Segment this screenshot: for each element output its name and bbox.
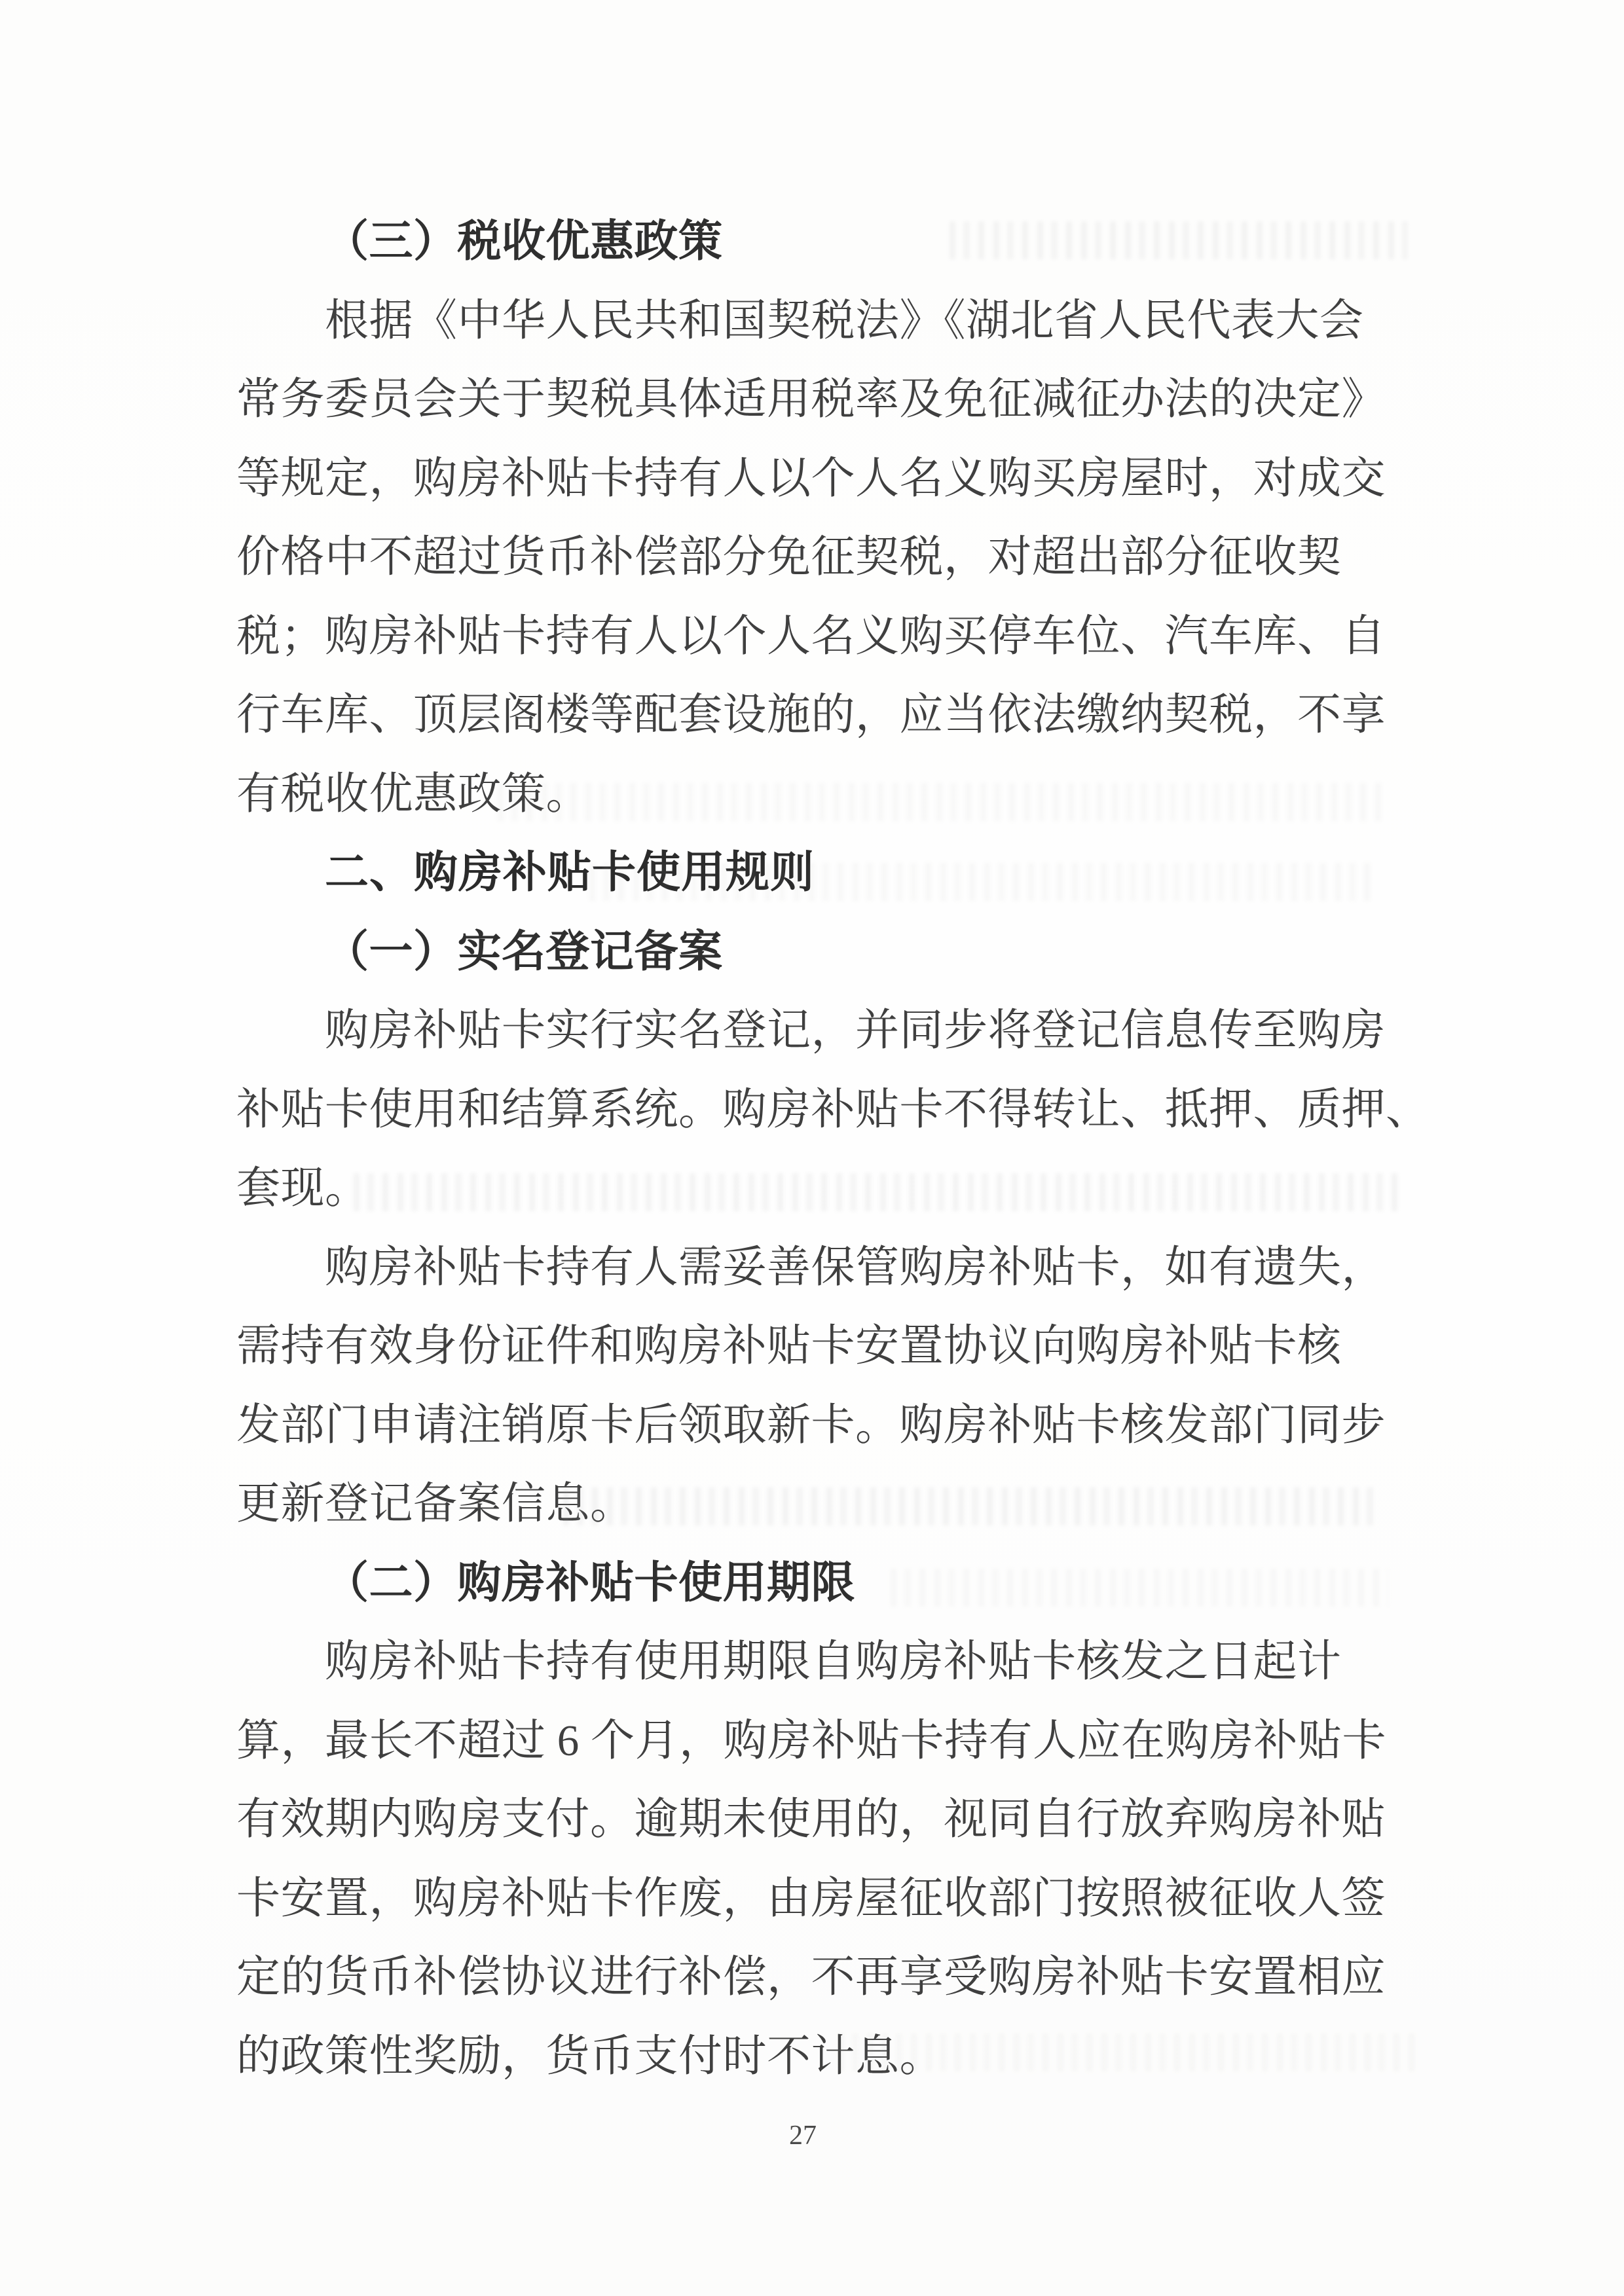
- bleed-through-artifact: [950, 221, 1408, 259]
- text-line: 定的货币补偿协议进行补偿，不再享受购房补贴卡安置相应: [236, 1953, 1386, 2001]
- bleed-through-artifact: [891, 1569, 1388, 1607]
- section-heading-validity: （二）购房补贴卡使用期限: [325, 1558, 855, 1607]
- text-line: 根据《中华人民共和国契税法》《湖北省人民代表大会: [325, 296, 1364, 345]
- text-line: 的政策性奖励，货币支付时不计息。: [236, 2032, 944, 2081]
- text-line: 行车库、顶层阁楼等配套设施的，应当依法缴纳契税，不享: [236, 691, 1386, 739]
- text-line: 有税收优惠政策。: [236, 769, 590, 818]
- text-line: 购房补贴卡实行实名登记，并同步将登记信息传至购房: [325, 1006, 1386, 1055]
- section-heading-tax-policy: （三）税收优惠政策: [325, 217, 723, 266]
- text-line: 卡安置，购房补贴卡作废，由房屋征收部门按照被征收人签: [236, 1874, 1386, 1923]
- section-heading-registration: （一）实名登记备案: [325, 927, 723, 976]
- document-body: [236, 202, 1430, 2096]
- page-number: 27: [789, 2121, 817, 2151]
- text-line: 算，最长不超过 6 个月，购房补贴卡持有人应在购房补贴卡: [236, 1716, 1386, 1765]
- text-line: 补贴卡使用和结算系统。购房补贴卡不得转让、抵押、质押、: [236, 1085, 1430, 1134]
- text-line: 税；购房补贴卡持有人以个人名义购买停车位、汽车库、自: [236, 611, 1386, 661]
- bleed-through-artifact: [354, 1173, 1401, 1211]
- chapter-heading-usage-rules: 二、购房补贴卡使用规则: [325, 848, 815, 897]
- bleed-through-artifact: [563, 1487, 1382, 1525]
- bleed-through-artifact: [589, 863, 1375, 901]
- text-line: 价格中不超过货币补偿部分免征契税，对超出部分征收契: [236, 533, 1342, 581]
- text-line: 套现。: [236, 1164, 369, 1212]
- bleed-through-artifact: [498, 783, 1388, 821]
- text-line: 更新登记备案信息。: [236, 1480, 635, 1528]
- text-line: 有效期内购房支付。逾期未使用的，视同自行放弃购房补贴: [236, 1795, 1386, 1844]
- text-line: 发部门申请注销原卡后领取新卡。购房补贴卡核发部门同步: [236, 1400, 1386, 1449]
- bleed-through-artifact: [838, 2033, 1414, 2071]
- text-line: 购房补贴卡持有使用期限自购房补贴卡核发之日起计: [325, 1637, 1342, 1686]
- text-line: 常务委员会关于契税具体适用税率及免征减征办法的决定》: [236, 375, 1386, 424]
- text-line: 需持有效身份证件和购房补贴卡安置协议向购房补贴卡核: [236, 1322, 1342, 1370]
- text-line: 等规定，购房补贴卡持有人以个人名义购买房屋时，对成交: [236, 454, 1386, 503]
- text-line: 购房补贴卡持有人需妥善保管购房补贴卡，如有遗失，: [325, 1243, 1386, 1292]
